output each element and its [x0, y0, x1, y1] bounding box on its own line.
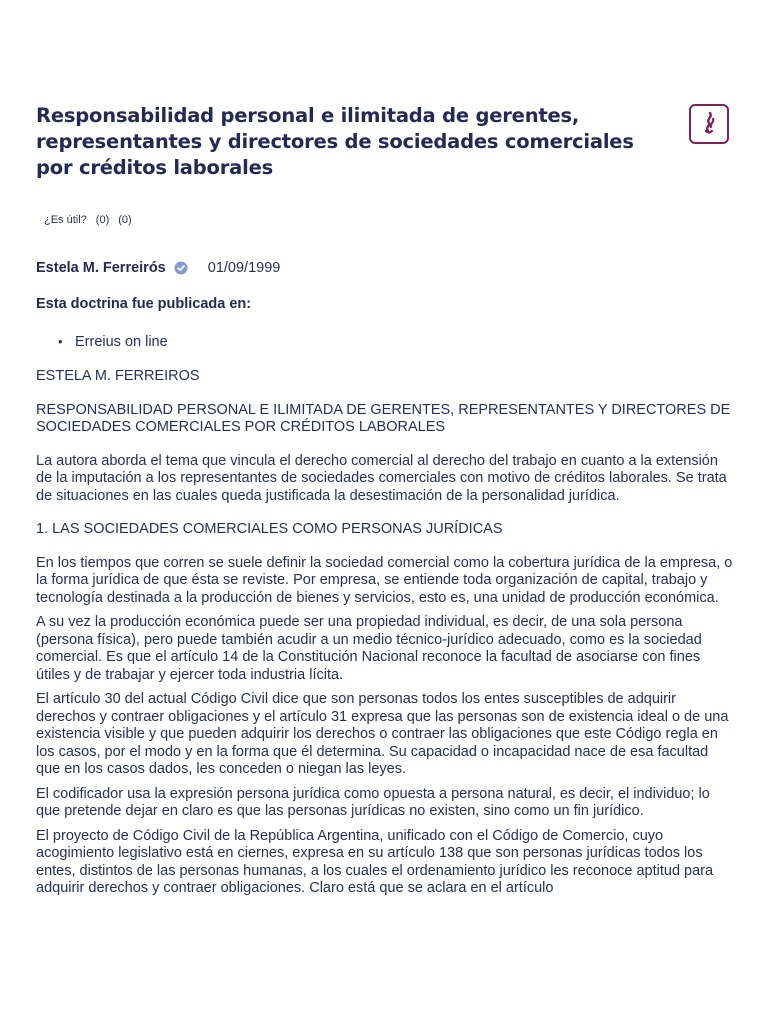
document-title: Responsabilidad personal e ilimitada de gerentes, representantes y directores de sociedades comerciales por créditos laborales [36, 104, 634, 179]
body-paragraph: El artículo 30 del actual Código Civil dice que son personas todos los entes susceptibles de adquirir derechos y contraer obligaciones y el artículo 31 expresa que las personas son de existencia ideal o de una existencia visible y que pueden adquirir los derechos o contraer las obligaciones que este Código regla en los casos, por el modo y en la forma que él determina. Su capacidad o incapacidad nace de esa facultad que en los casos dados, les conceden o niegan las leyes. [36, 691, 729, 777]
flame-logo-icon[interactable] [689, 104, 729, 144]
section-heading: 1. LAS SOCIEDADES COMERCIALES COMO PERSONAS JURÍDICAS [36, 521, 503, 537]
useful-no-count[interactable]: (0) [118, 214, 132, 226]
author-caps: ESTELA M. FERREIROS [36, 368, 200, 384]
list-item [58, 334, 168, 350]
useful-yes-count[interactable]: (0) [95, 214, 110, 226]
published-in-list [58, 334, 168, 350]
document [36, 103, 734, 181]
author-row [36, 260, 280, 276]
author-name[interactable]: Estela M. Ferreirós [36, 260, 166, 276]
published-in-heading: Esta doctrina fue publicada en: [36, 296, 252, 312]
body-paragraph: El proyecto de Código Civil de la República Argentina, unificado con el Código de Comercio, cuyo acogimiento legislativo está en ciernes, expresa en su artículo 138 que son personas jurídicas todos los entes, distintos de las personas humanas, a los cuales el ordenamiento jurídico les reconoce aptitud para adquirir derechos y contraer obligaciones. Claro está que se aclara en el artículo [36, 827, 714, 896]
document-body [36, 368, 736, 905]
usefulness-rating [44, 214, 132, 226]
verified-check-icon [174, 261, 188, 275]
publish-date: 01/09/1999 [207, 260, 281, 276]
published-in-item: Erreius on line [75, 334, 168, 350]
body-paragraph: El codificador usa la expresión persona jurídica como opuesta a persona natural, es decir, el individuo; lo que pretende dejar en claro es que las personas jurídicas no existen, sino como un fin jurídico. [36, 785, 710, 819]
title-caps: RESPONSABILIDAD PERSONAL E ILIMITADA DE GERENTES, REPRESENTANTES Y DIRECTORES DE SOCIEDADES COMERCIALES POR CRÉDITOS LABORALES [36, 401, 731, 435]
abstract-paragraph: La autora aborda el tema que vincula el derecho comercial al derecho del trabajo en cuanto a la extensión de la imputación a los representantes de sociedades comerciales con motivo de créditos laborales. Se trata de situaciones en las cuales queda justificada la desestimación de la personalidad jurídica. [36, 452, 727, 504]
body-paragraph: A su vez la producción económica puede ser una propiedad individual, es decir, de una sola persona (persona física), pero puede también acudir a un medio técnico-jurídico adecuado, como es la sociedad comercial. Es que el artículo 14 de la Constitución Nacional reconoce la facultad de asociarse con fines útiles y de trabajar y ejercer toda industria lícita. [36, 614, 702, 683]
body-paragraph: En los tiempos que corren se suele definir la sociedad comercial como la cobertura jurídica de la empresa, o la forma jurídica de que ésta se reviste. Por empresa, se entiende toda organización de capital, trabajo y tecnología destinada a la producción de bienes y servicios, esto es, una unidad de producción económica. [36, 554, 733, 606]
useful-label: ¿Es útil? [44, 214, 87, 226]
flame-logo-graphic [697, 111, 721, 137]
